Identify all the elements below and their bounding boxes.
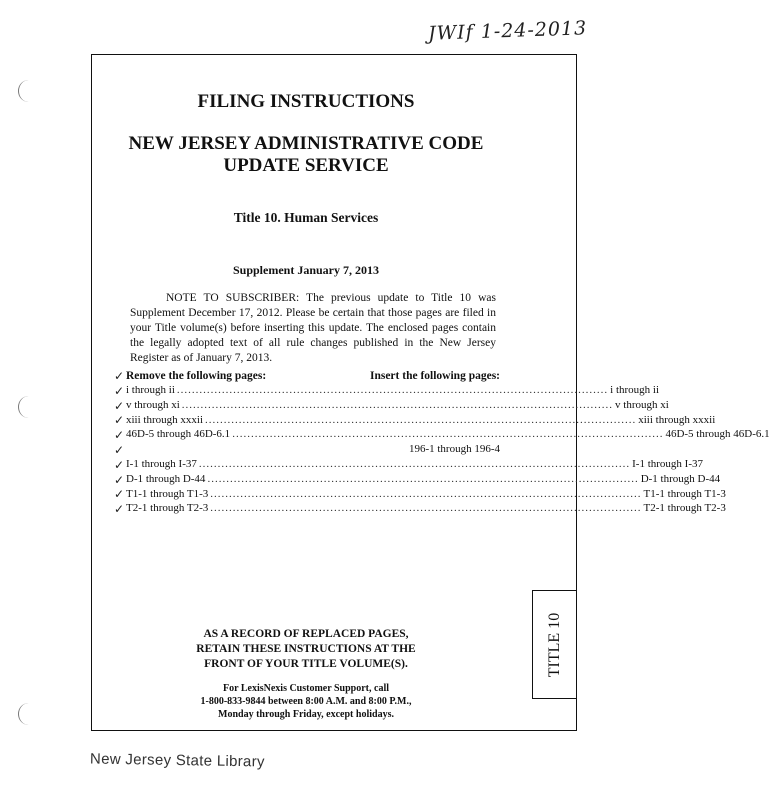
- support-line-3: Monday through Friday, except holidays.: [218, 709, 394, 720]
- insert-pages: v through xi: [615, 398, 669, 411]
- customer-support: [171, 682, 441, 721]
- instructions-list: [126, 383, 770, 516]
- instruction-row: [126, 442, 500, 457]
- instruction-row: [126, 501, 726, 516]
- remove-pages: T1-1 through T1-3: [126, 487, 209, 500]
- check-mark-icon: ✓: [114, 472, 125, 487]
- remove-pages: i through ii: [126, 384, 175, 396]
- side-tab-label: TITLE 10: [546, 612, 563, 677]
- insert-pages: i through ii: [610, 384, 660, 396]
- instruction-row: [126, 427, 770, 442]
- note-to-subscriber: [130, 291, 496, 366]
- check-mark-icon: ✓: [114, 398, 125, 413]
- check-mark-icon: ✓: [114, 369, 125, 383]
- instruction-row: [126, 457, 703, 472]
- dot-leader: ...................................................................................................................: [210, 487, 642, 500]
- title-number: Title 10. Human Services: [233, 210, 379, 225]
- check-mark-icon: ✓: [114, 413, 125, 428]
- instruction-row: [126, 398, 669, 413]
- punch-hole-middle: [18, 396, 39, 418]
- remove-pages: xiii through xxxii: [126, 413, 203, 426]
- insert-header: Insert the following pages:: [369, 370, 500, 382]
- check-mark-icon: ✓: [114, 428, 125, 443]
- remove-header: Remove the following pages:: [126, 370, 267, 382]
- instruction-row: [126, 472, 721, 487]
- library-stamp: New Jersey State Library: [89, 750, 265, 771]
- check-mark-icon: ✓: [114, 383, 125, 398]
- dot-leader: ...................................................................................................................: [232, 428, 664, 441]
- remove-pages: v through xi: [126, 398, 180, 411]
- code-title-line-2: UPDATE SERVICE: [223, 155, 389, 176]
- page-title: FILING INSTRUCTIONS: [197, 91, 415, 112]
- check-mark-icon: ✓: [114, 442, 125, 457]
- remove-pages: D-1 through D-44: [126, 472, 206, 485]
- dot-leader: ...................................................................................................................: [198, 457, 631, 470]
- dot-leader: ...................................................................................................................: [207, 472, 639, 485]
- record-line-3: FRONT OF YOUR TITLE VOLUME(S).: [204, 658, 408, 670]
- support-line-1: For LexisNexis Customer Support, call: [222, 683, 389, 694]
- supplement-date: Supplement January 7, 2013: [232, 263, 380, 277]
- dot-leader: ...................................................................................................................: [205, 413, 637, 426]
- support-line-2: 1-800-833-9844 between 8:00 A.M. and 8:00 P.M.,: [200, 696, 412, 707]
- title-side-tab: [532, 590, 577, 699]
- check-mark-icon: ✓: [114, 502, 125, 517]
- record-line-2: RETAIN THESE INSTRUCTIONS AT THE: [196, 643, 416, 655]
- dot-leader: ...................................................................................................................: [176, 384, 609, 396]
- instruction-row: [126, 487, 726, 502]
- record-notice: [171, 627, 441, 672]
- note-text: NOTE TO SUBSCRIBER: The previous update to Title 10 was Supplement December 17, 2012. Please be certain that those pages are filed in your Title volume(s) before inserting this update. The enclosed pages contain the legally adopted text of all rule changes published in the New Jersey Register as of January 7, 2013.: [130, 292, 496, 364]
- insert-pages: 46D-5 through 46D-6.1: [665, 428, 770, 441]
- dot-leader: ...................................................................................................................: [181, 398, 614, 411]
- instructions-header: [126, 370, 500, 382]
- punch-hole-top: [18, 80, 39, 102]
- insert-pages: T1-1 through T1-3: [643, 487, 726, 500]
- check-mark-icon: ✓: [114, 457, 125, 472]
- remove-pages: 46D-5 through 46D-6.1: [126, 428, 231, 441]
- code-title-line-1: NEW JERSEY ADMINISTRATIVE CODE: [128, 133, 484, 154]
- insert-pages: I-1 through I-37: [632, 457, 703, 470]
- insert-pages: xiii through xxxii: [638, 413, 716, 426]
- insert-pages: 196-1 through 196-4: [408, 443, 500, 456]
- instruction-row: [126, 413, 716, 428]
- instruction-row: [126, 383, 660, 398]
- handwritten-annotation: JWIf 1-24-2013: [427, 17, 588, 45]
- dot-leader: ...................................................................................................................: [210, 502, 642, 515]
- insert-pages: T2-1 through T2-3: [643, 502, 726, 515]
- remove-pages: T2-1 through T2-3: [126, 502, 209, 515]
- punch-hole-bottom: [18, 703, 39, 725]
- remove-pages: I-1 through I-37: [126, 457, 197, 470]
- record-line-1: AS A RECORD OF REPLACED PAGES,: [203, 628, 409, 640]
- insert-pages: D-1 through D-44: [640, 472, 721, 485]
- check-mark-icon: ✓: [114, 487, 125, 502]
